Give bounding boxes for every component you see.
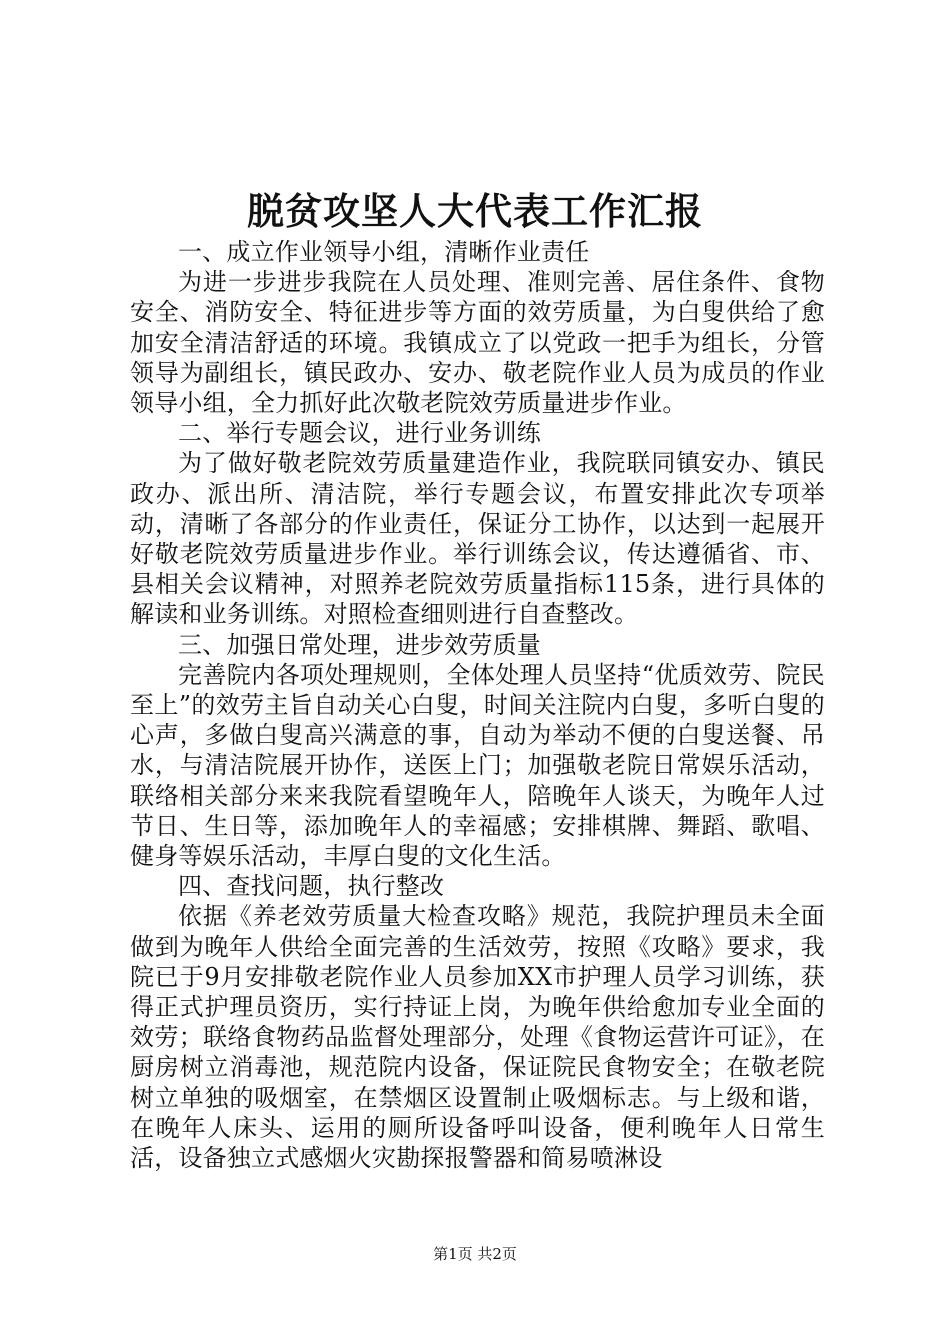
section-heading-2: 二、举行专题会议，进行业务训练 [178, 419, 541, 448]
paragraph-4: 依据《养老效劳质量大检查攻略》规范，我院护理员未全面做到为晚年人供给全面完善的生活效劳，按照《攻略》要求，我院已于9月安排敬老院作业人员参加XX市护理人员学习训练，获得正式护理员资历，实行持证上岗，为晚年供给愈加专业全面的效劳；联络食物药品监督处理部分，处理《食物运营许可证》，在厨房树立消毒池，规范院内设备，保证院民食物安全；在敬老院树立单独的吸烟室，在禁烟区设置制止吸烟标志。与上级和谐，在晚年人床头、运用的厕所设备呼叫设备，便利晚年人日常生活，设备独立式感烟火灾勘探报警器和简易喷淋设 [130, 902, 825, 1173]
document-body [130, 237, 825, 1173]
section-heading-3: 三、加强日常处理，进步效劳质量 [178, 630, 541, 659]
section-heading-4: 四、查找问题，执行整改 [178, 872, 445, 901]
paragraph-2: 为了做好敬老院效劳质量建造作业，我院联同镇安办、镇民政办、派出所、清洁院，举行专题会议，布置安排此次专项举动，清晰了各部分的作业责任，保证分工协作，以达到一起展开好敬老院效劳质量进步作业。举行训练会议，传达遵循省、市、县相关会议精神，对照养老院效劳质量指标115条，进行具体的解读和业务训练。对照检查细则进行自查整改。 [130, 449, 825, 629]
section-heading-1: 一、成立作业领导小组，清晰作业责任 [178, 238, 590, 266]
page-number-footer: 第1页 共2页 [433, 1245, 517, 1263]
paragraph-3: 完善院内各项处理规则，全体处理人员坚持“优质效劳、院民至上”的效劳主旨自动关心白叟，时间关注院内白叟，多听白叟的心声，多做白叟高兴满意的事，自动为举动不便的白叟送餐、吊水，与清洁院展开协作，送医上门；加强敬老院日常娱乐活动，联络相关部分来来我院看望晚年人，陪晚年人谈天，为晚年人过节日、生日等，添加晚年人的幸福感；安排棋牌、舞蹈、歌唱、健身等娱乐活动，丰厚白叟的文化生活。 [130, 660, 825, 871]
document-title: 脱贫攻坚人大代表工作汇报 [247, 189, 703, 233]
paragraph-1: 为进一步进步我院在人员处理、准则完善、居住条件、食物安全、消防安全、特征进步等方面的效劳质量，为白叟供给了愈加安全清洁舒适的环境。我镇成立了以党政一把手为组长，分管领导为副组长，镇民政办、安办、敬老院作业人员为成员的作业领导小组，全力抓好此次敬老院效劳质量进步作业。 [130, 268, 825, 418]
